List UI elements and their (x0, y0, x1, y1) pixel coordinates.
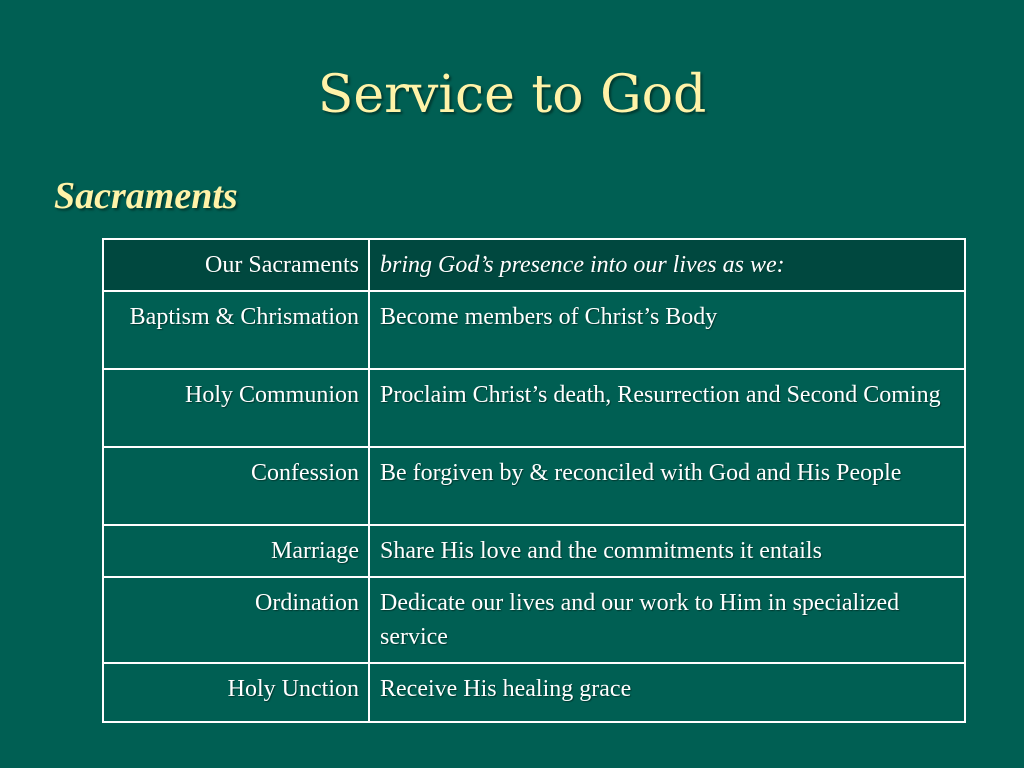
sacrament-description: Proclaim Christ’s death, Resurrection and Second Coming (369, 369, 965, 447)
sacrament-name: Holy Communion (103, 369, 369, 447)
sacrament-name: Holy Unction (103, 663, 369, 722)
header-description-cell: bring God’s presence into our lives as we: (369, 239, 965, 291)
sacrament-name: Marriage (103, 525, 369, 577)
sacrament-name: Confession (103, 447, 369, 525)
sacrament-description: Dedicate our lives and our work to Him in specialized service (369, 577, 965, 663)
sacrament-description: Receive His healing grace (369, 663, 965, 722)
sacraments-table (102, 238, 966, 723)
table-header-row (103, 239, 965, 291)
sacrament-description: Share His love and the commitments it entails (369, 525, 965, 577)
slide-subtitle: Sacraments (54, 175, 238, 217)
slide-title: Service to God (317, 65, 707, 125)
table-row (103, 447, 965, 525)
sacrament-description: Be forgiven by & reconciled with God and His People (369, 447, 965, 525)
table-row (103, 369, 965, 447)
sacrament-description: Become members of Christ’s Body (369, 291, 965, 369)
table-row (103, 291, 965, 369)
table-row (103, 525, 965, 577)
table-row (103, 663, 965, 722)
sacrament-name: Ordination (103, 577, 369, 663)
sacrament-name: Baptism & Chrismation (103, 291, 369, 369)
header-name-cell: Our Sacraments (103, 239, 369, 291)
table-row (103, 577, 965, 663)
